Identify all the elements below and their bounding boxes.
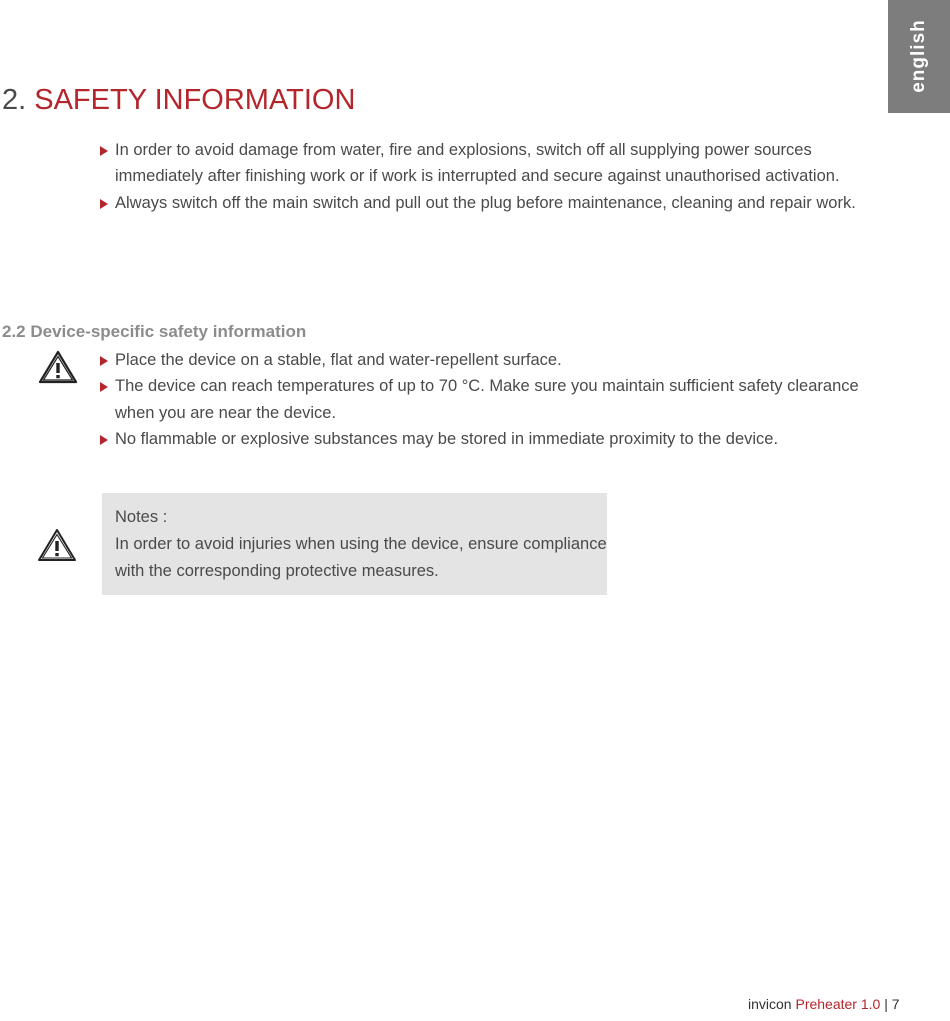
notes-text-line: In order to avoid injuries when using the device, ensure compliance [115,535,607,553]
subsection-heading: 2.2 Device-specific safety information [2,322,307,341]
notes-text-line: with the corresponding protective measures. [115,562,439,580]
notes-box [102,493,607,595]
list-item: No flammable or explosive substances may be stored in immediate proximity to the device. [100,426,859,452]
page-number: 7 [891,996,900,1012]
safety-list [100,137,856,216]
footer-product: Preheater 1.0 [795,996,881,1012]
footer-separator: | [884,996,888,1012]
list-item-continued: when you are near the device. [115,403,337,422]
footer-brand: invicon [748,996,792,1012]
language-tab-label: english [908,19,929,93]
notes-label: Notes : [115,508,168,526]
list-item-continued: immediately after finishing work or if work is interrupted and secure against unauthorised activation. [115,167,840,186]
list-item: In order to avoid damage from water, fire and explosions, switch off all supplying power sources [100,137,856,163]
section-heading [2,84,355,117]
language-tab [888,0,950,113]
section-number: 2. [2,84,27,116]
section-title: SAFETY INFORMATION [34,84,356,116]
list-item: Place the device on a stable, flat and water-repellent surface. [100,347,859,373]
list-item: Always switch off the main switch and pull out the plug before maintenance, cleaning and repair work. [100,190,856,216]
list-item: The device can reach temperatures of up to 70 °C. Make sure you maintain sufficient safety clearance [100,373,859,399]
warning-triangle-icon [37,528,77,562]
device-safety-list [100,347,859,452]
page-footer [748,996,900,1012]
warning-triangle-icon [38,350,78,384]
